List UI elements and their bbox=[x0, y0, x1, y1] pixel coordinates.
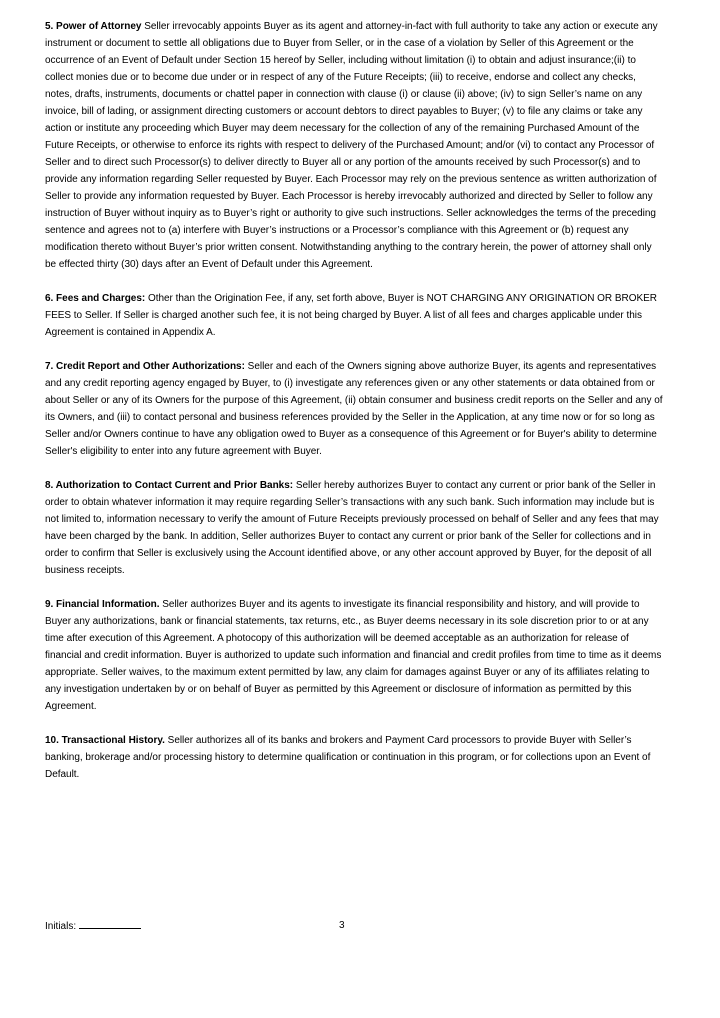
section-body: Seller and each of the Owners signing above authorize Buyer, its agents and representatives and any credit reporting agency engaged by Buyer, to (i) investigate any references given or any other statements or data obtained from or about Seller or any of its Owners for the purpose of this Agreement, (ii) obtain consumer and business credit reports on the Seller and any of its Owners, and (iii) to contact personal and business references provided by the Seller in the Application, at any time now or for so long as Seller and/or Owners continue to have any obligation owed to Buyer as a consequence of this Agreement or for Buyer's ability to determine Seller's eligibility to enter into any future agreement with Buyer. bbox=[45, 361, 663, 457]
section-body: Seller hereby authorizes Buyer to contact any current or prior bank of the Seller in order to obtain whatever information it may require regarding Seller’s transactions with any such bank. Such information may include but is not limited to, information necessary to verify the amount of Future Receipts previously processed on behalf of Seller and any fees that may have been charged by the bank. In addition, Seller authorizes Buyer to contact any current or prior bank of the Seller for collections and in order to confirm that Seller is exclusively using the Account identified above, or any other account approved by Buyer, for the deposit of all business receipts. bbox=[45, 480, 659, 576]
section-body: Other than the Origination Fee, if any, set forth above, Buyer is NOT CHARGING ANY ORIGINATION OR BROKER FEES to Seller. If Seller is charged another such fee, it is not being charged by Buyer. A list of all fees and charges applicable under this Agreement is contained in Appendix A. bbox=[45, 293, 657, 338]
section-body: Seller irrevocably appoints Buyer as its agent and attorney-in-fact with full authority to take any action or execute any instrument or document to settle all obligations due to Buyer from Seller, or in the case of a violation by Seller of this Agreement or the occurrence of an Event of Default under Section 15 hereof by Seller, including without limitation (i) to obtain and adjust insurance;(ii) to collect monies due or to become due under or in respect of any of the Future Receipts; (iii) to receive, endorse and collect any checks, notes, drafts, instruments, documents or chattel paper in connection with clause (i) or clause (ii) above; (iv) to sign Seller’s name on any invoice, bill of lading, or assignment directing customers or account debtors to direct payables to Buyer; (v) to file any claims or take any action or institute any proceeding which Buyer may deem necessary for the collection of any of the remaining Purchased Amount of the Future Receipts, or otherwise to enforce its rights with respect to delivery of the Purchased Amount; and/or (vi) to contact any Processor of Seller and to direct such Processor(s) to deliver directly to Buyer all or any portion of the amounts received by such Processor(s) and to provide any information regarding Seller requested by Buyer. Each Processor may rely on the previous sentence as written authorization of Seller to provide any information requested by Buyer. Each Processor is hereby irrevocably authorized and directed by Seller to follow any instruction of Buyer without inquiry as to Buyer’s right or authority to give such instructions. Seller acknowledges the terms of the preceding sentence and agrees not to (a) interfere with Buyer’s instructions or a Processor’s compliance with this Agreement or (b) request any modification thereto without Buyer’s prior written consent. Notwithstanding anything to the contrary herein, the power of attorney shall only be effected thirty (30) days after an Event of Default under this Agreement. bbox=[45, 21, 658, 270]
initials-label: Initials: bbox=[45, 921, 77, 932]
document-body bbox=[45, 18, 665, 800]
section-body: Seller authorizes Buyer and its agents to investigate its financial responsibility and history, and will provide to Buyer any authorizations, bank or financial statements, tax returns, etc., as Buyer deems necessary in its sole discretion prior to or at any time after execution of this Agreement. A photocopy of this authorization will be deemed acceptable as an authorization for release of financial and credit information. Buyer is authorized to update such information and financial and credit profiles from time to time as it deems appropriate. Seller waives, to the maximum extent permitted by law, any claim for damages against Buyer or any of its affiliates relating to any investigation undertaken by or on behalf of Buyer as permitted by this Agreement or disclosure of information as permitted by this Agreement. bbox=[45, 599, 662, 712]
section-body: Seller authorizes all of its banks and brokers and Payment Card processors to provide Buyer with Seller’s banking, brokerage and/or processing history to determine qualification or continuation in this program, or for collections upon an Event of Default. bbox=[45, 735, 651, 780]
section-heading: 7. Credit Report and Other Authorizations: bbox=[45, 361, 245, 372]
section-heading: 5. Power of Attorney bbox=[45, 21, 142, 32]
page-number: 3 bbox=[339, 920, 345, 931]
section-heading: 9. Financial Information. bbox=[45, 599, 160, 610]
section-heading: 8. Authorization to Contact Current and Prior Banks: bbox=[45, 480, 294, 491]
section-credit-report bbox=[45, 358, 665, 460]
section-heading: 6. Fees and Charges: bbox=[45, 293, 146, 304]
section-fees-and-charges bbox=[45, 290, 665, 341]
section-heading: 10. Transactional History. bbox=[45, 735, 165, 746]
section-power-of-attorney bbox=[45, 18, 665, 273]
section-financial-information bbox=[45, 596, 665, 715]
section-transactional-history bbox=[45, 732, 665, 783]
initials-signature-line[interactable] bbox=[79, 917, 141, 929]
section-contact-banks bbox=[45, 477, 665, 579]
initials-field bbox=[45, 917, 141, 935]
